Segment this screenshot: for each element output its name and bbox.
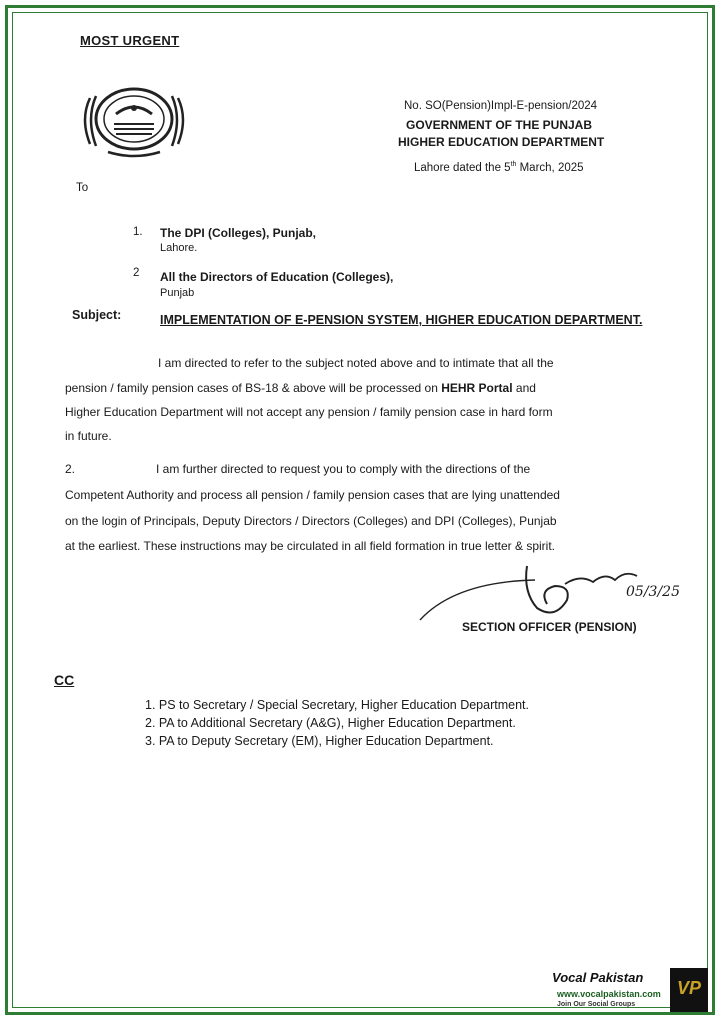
addressee-number: 2 [133,267,140,279]
paragraph-2-line-4: at the earliest. These instructions may be circulated in all field formation in true letter & spirit. [65,539,556,553]
paragraph-1-line-1: I am directed to refer to the subject noted above and to intimate that all the [158,356,554,370]
cc-item: 2. PA to Additional Secretary (A&G), Higher Education Department. [145,716,516,730]
letter-date: Lahore dated the 5th March, 2025 [414,161,584,174]
paragraph-1-line-3: Higher Education Department will not accept any pension / family pension case in hard form [65,405,553,419]
paragraph-2-number: 2. [65,462,76,476]
watermark-brand: Vocal Pakistan [552,970,644,985]
watermark-tagline: Join Our Social Groups [557,1001,636,1008]
signature-date: 05/3/25 [626,584,680,600]
government-name: GOVERNMENT OF THE PUNJAB [406,118,593,132]
addressee-place: Lahore. [160,242,198,254]
paragraph-2-line-2: Competent Authority and process all pension / family pension cases that are lying unattended [65,488,560,502]
cc-list [145,696,529,750]
addressee-number: 1. [133,226,143,238]
subject-text: IMPLEMENTATION OF E-PENSION SYSTEM, HIGHER EDUCATION DEPARTMENT. [160,313,643,327]
addressee-title: All the Directors of Education (Colleges), [160,270,394,284]
cc-label: CC [54,672,75,688]
paragraph-2-line-3: on the login of Principals, Deputy Directors / Directors (Colleges) and DPI (Colleges), Punjab [65,514,557,528]
reference-number: No. SO(Pension)Impl-E-pension/2024 [404,100,598,112]
paragraph-1-line-4: in future. [65,429,112,443]
portal-name: HEHR Portal [441,381,513,395]
watermark-url: www.vocalpakistan.com [557,989,661,999]
cc-item: 1. PS to Secretary / Special Secretary, Higher Education Department. [145,698,529,712]
cc-item: 3. PA to Deputy Secretary (EM), Higher Education Department. [145,734,494,748]
punjab-emblem-icon [78,78,190,160]
addressee-title: The DPI (Colleges), Punjab, [160,226,317,240]
paragraph-1-line-2: pension / family pension cases of BS-18 & above will be processed on HEHR Portal and [65,381,536,395]
paragraph-2-line-1: I am further directed to request you to comply with the directions of the [156,462,531,476]
department-name: HIGHER EDUCATION DEPARTMENT [398,135,605,149]
section-officer-designation: SECTION OFFICER (PENSION) [462,620,637,634]
priority-label: MOST URGENT [80,33,180,48]
subject-label: Subject: [72,308,122,322]
to-label: To [76,182,89,194]
vocal-pakistan-logo-icon[interactable]: VP [670,968,708,1012]
addressee-place: Punjab [160,287,195,299]
